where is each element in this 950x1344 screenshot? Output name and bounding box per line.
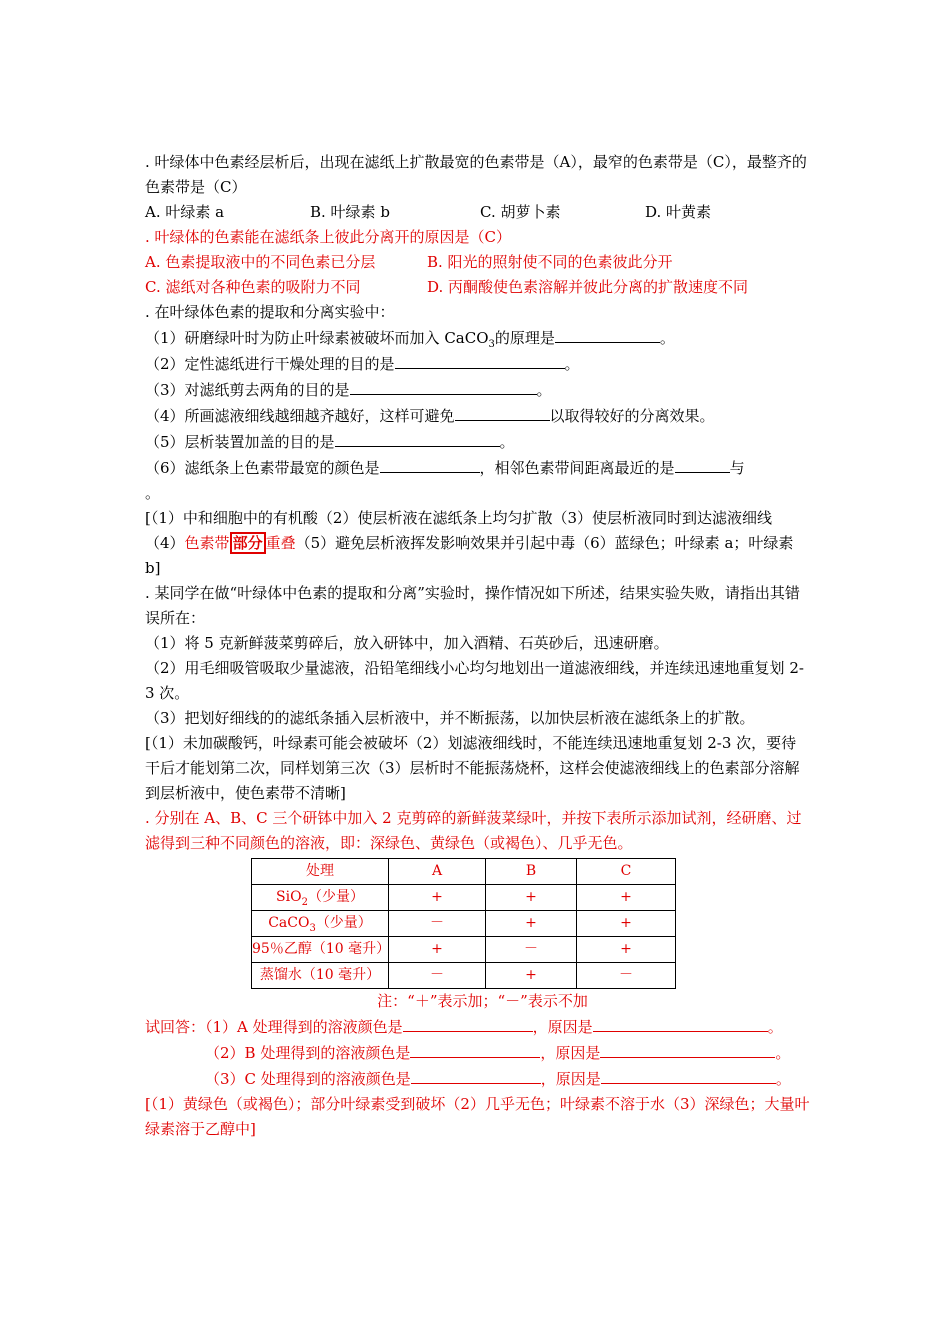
row-label-suffix: （少量） (315, 915, 372, 931)
q2-option-d: D. 丙酮酸使色素溶解并彼此分离的扩散速度不同 (427, 278, 749, 296)
q3-answer-line1: [（1）中和细胞中的有机酸（2）使层析液在滤纸条上均匀扩散（3）使层析液同时到达滤液细线 (145, 509, 772, 527)
q2-option-a: A. 色素提取液中的不同色素已分层 (145, 253, 376, 271)
q4-item2: （2）用毛细吸管吸取少量滤液，沿铅笔细线小心均匀地划出一道滤液细线，并连续迅速地重复划 2-3 次。 (145, 659, 804, 702)
q5-ask2 (145, 1040, 810, 1066)
q5-ask1 (145, 1014, 810, 1040)
q2-option-b: B. 阳光的照射使不同的色素彼此分开 (427, 253, 673, 271)
q3-item5-period: 。 (499, 433, 515, 451)
q5-cell: － (389, 963, 486, 989)
q5-row-label (252, 885, 389, 911)
q3-item4 (145, 403, 810, 429)
q5-ask2-blank1[interactable] (410, 1040, 540, 1058)
q5-ask1-text: （1）A 处理得到的溶液颜色是 (205, 1018, 403, 1036)
q5-cell: － (486, 937, 577, 963)
q5-ask1-period: 。 (767, 1018, 783, 1036)
q3-item2 (145, 351, 810, 377)
q3-stem: . 在叶绿体色素的提取和分离实验中： (145, 303, 395, 321)
q3-item5-text: （5）层析装置加盖的目的是 (145, 433, 335, 451)
q1-stem: . 叶绿体中色素经层析后，出现在滤纸上扩散最宽的色素带是（A），最窄的色素带是（C），最整齐的色素带是（C） (145, 153, 807, 196)
q5-cell: + (577, 885, 676, 911)
q3-item6-text2: ，相邻色素带间距离最近的是 (479, 459, 675, 477)
q3-item6-text: （6）滤纸条上色素带最宽的颜色是 (145, 459, 380, 477)
row-label-text: CaCO (268, 915, 310, 931)
q3-answer-part5: （5）避免层析液挥发影响效果并引起中毒（6）蓝绿色；叶绿素 a；叶绿素 (295, 534, 794, 552)
q3-item6-text3: 与 (729, 459, 745, 477)
q5-row-label: 95％乙醇（10 毫升） (252, 937, 389, 963)
q3-item2-period: 。 (564, 355, 580, 373)
q5-cell: － (577, 963, 676, 989)
q5-ask3-period: 。 (775, 1070, 791, 1088)
q3-item1-text2: 的原理是 (494, 329, 555, 347)
table-row (252, 937, 676, 963)
q1-option-d: D. 叶黄素 (645, 203, 712, 221)
q5-note: 注：“＋”表示加；“－”表示不加 (377, 992, 588, 1010)
row-label-sub: 2 (301, 896, 308, 908)
q3-item4-text2: 以取得较好的分离效果。 (549, 407, 715, 425)
q2-options-row1 (145, 250, 810, 275)
q2-option-c: C. 滤纸对各种色素的吸附力不同 (145, 278, 361, 296)
q3-item1-text: （1）研磨绿叶时为防止叶绿素被破坏而加入 CaCO (145, 329, 489, 347)
q5-cell: + (486, 963, 577, 989)
row-label-text: SiO (276, 889, 302, 905)
table-row (252, 963, 676, 989)
q5-ask3 (145, 1066, 810, 1092)
q5-ask3-text: （3）C 处理得到的溶液颜色是 (205, 1070, 411, 1088)
q3-item2-blank[interactable] (395, 351, 565, 369)
q5-ask1-blank1[interactable] (403, 1014, 533, 1032)
q5-cell: + (577, 937, 676, 963)
q5-ask1-blank2[interactable] (593, 1014, 768, 1032)
q5-answer: [（1）黄绿色（或褐色）；部分叶绿素受到破坏（2）几乎无色；叶绿素不溶于水（3）深绿色；大量叶绿素溶于乙醇中] (145, 1095, 810, 1138)
q3-item1-blank[interactable] (555, 325, 660, 343)
q3-item3 (145, 377, 810, 403)
q3-item6-blank2[interactable] (675, 455, 730, 473)
q5-ask-prefix: 试回答： (145, 1018, 206, 1036)
q3-item6-end: 。 (145, 484, 161, 502)
q3-item2-text: （2）定性滤纸进行干燥处理的目的是 (145, 355, 395, 373)
q3-answer-line3: b] (145, 559, 161, 577)
q5-header-cell: A (389, 859, 486, 885)
q1-option-c: C. 胡萝卜素 (480, 203, 561, 221)
q5-ask2-period: 。 (775, 1044, 791, 1062)
q5-header-cell: B (486, 859, 577, 885)
q5-table (251, 858, 676, 989)
q5-cell: + (486, 911, 577, 937)
q3-answer-part4: （4） (145, 534, 185, 552)
q4-item3: （3）把划好细线的的滤纸条插入层析液中，并不断振荡，以加快层析液在滤纸条上的扩散。 (145, 709, 755, 727)
q3-item6-blank1[interactable] (380, 455, 480, 473)
table-row (252, 911, 676, 937)
q3-item6 (145, 455, 810, 481)
q5-ask2-blank2[interactable] (600, 1040, 775, 1058)
row-label-suffix: （少量） (307, 889, 364, 905)
q3-answer-red2: 重叠 (265, 534, 296, 552)
table-row (252, 885, 676, 911)
q3-item1-period: 。 (659, 329, 675, 347)
q5-header-cell: C (577, 859, 676, 885)
q4-item1: （1）将 5 克新鲜菠菜剪碎后，放入研钵中，加入酒精、石英砂后，迅速研磨。 (145, 634, 669, 652)
q3-item5 (145, 429, 810, 455)
q1-option-a: A. 叶绿素 a (145, 203, 225, 221)
q3-item1-sub: 3 (488, 339, 495, 350)
q3-item1 (145, 325, 810, 351)
q5-row-label: 蒸馏水（10 毫升） (252, 963, 389, 989)
q5-cell: + (577, 911, 676, 937)
document-page (145, 150, 810, 1142)
q5-cell: + (486, 885, 577, 911)
q5-cell: + (389, 937, 486, 963)
q5-ask2-text: （2）B 处理得到的溶液颜色是 (205, 1044, 411, 1062)
q3-item5-blank[interactable] (335, 429, 500, 447)
q3-item4-text: （4）所画滤液细线越细越齐越好，这样可避免 (145, 407, 455, 425)
q5-row-label (252, 911, 389, 937)
row-label-sub: 3 (309, 922, 316, 934)
q3-answer-red1: 色素带 (184, 534, 230, 552)
q5-cell: － (389, 911, 486, 937)
q4-answer: [（1）未加碳酸钙，叶绿素可能会被破坏（2）划滤液细线时，不能连续迅速地重复划 2-3 次，要待干后才能划第二次，同样划第三次（3）层析时不能振荡烧杯，这样会使滤液细线上的色素部分溶解到层析液中，使色素带不清晰] (145, 734, 800, 802)
q5-ask2-reason: ，原因是 (540, 1044, 601, 1062)
q5-ask3-blank1[interactable] (411, 1066, 541, 1084)
q5-table-header (252, 859, 676, 885)
q1-option-b: B. 叶绿素 b (310, 203, 390, 221)
q1-options (145, 200, 810, 225)
q3-item4-blank[interactable] (455, 403, 550, 421)
q5-ask3-blank2[interactable] (601, 1066, 776, 1084)
q5-cell: + (389, 885, 486, 911)
q5-ask1-reason: ，原因是 (532, 1018, 593, 1036)
q2-options-row2 (145, 275, 810, 300)
q5-stem: . 分别在 A、B、C 三个研钵中加入 2 克剪碎的新鲜菠菜绿叶，并按下表所示添加试剂，经研磨、过滤得到三种不同颜色的溶液，即：深绿色、黄绿色（或褐色）、几乎无色。 (145, 809, 802, 852)
q2-stem: . 叶绿体的色素能在滤纸条上彼此分离开的原因是（C） (145, 228, 512, 246)
q3-item3-period: 。 (536, 381, 552, 399)
q3-answer-line2 (145, 531, 810, 556)
q3-answer-boxed: 部分 (230, 532, 266, 554)
q3-item3-text: （3）对滤纸剪去两角的目的是 (145, 381, 350, 399)
q3-item3-blank[interactable] (350, 377, 537, 395)
q4-stem: . 某同学在做“叶绿体中色素的提取和分离”实验时，操作情况如下所述，结果实验失败，请指出其错误所在： (145, 584, 800, 627)
q5-header-cell: 处理 (252, 859, 389, 885)
q5-ask3-reason: ，原因是 (540, 1070, 601, 1088)
